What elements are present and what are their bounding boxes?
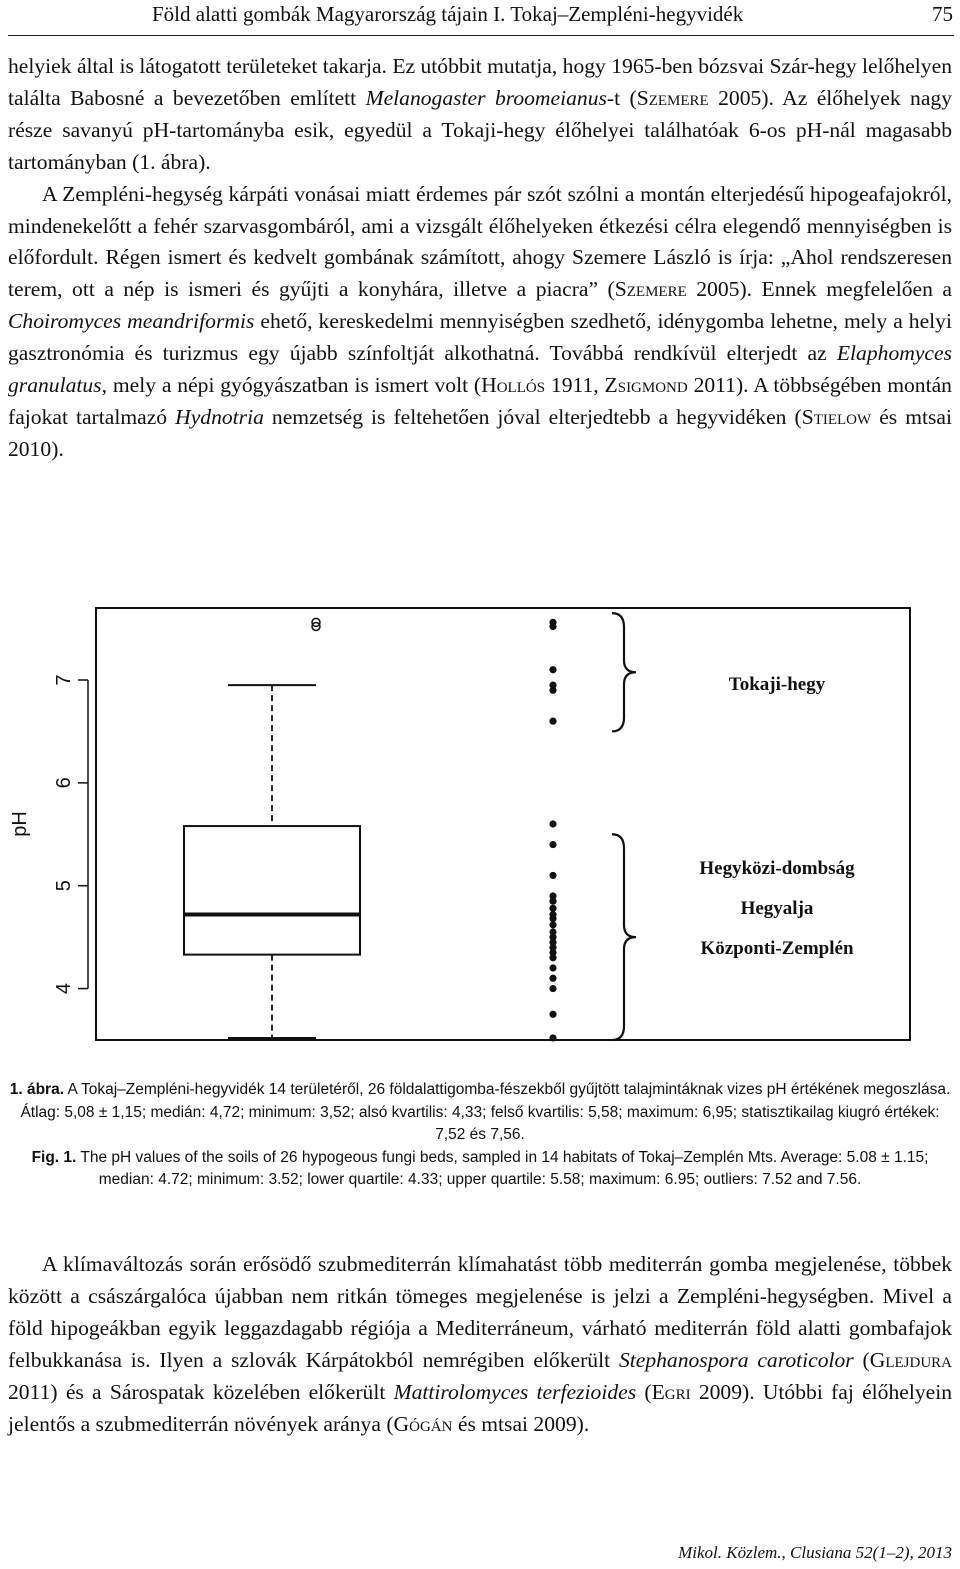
author-citation: Glejdura <box>869 1347 952 1372</box>
boxplot-chart <box>0 604 960 1044</box>
species-name: Mattirolomyces terfezioides <box>393 1379 637 1404</box>
text-run: helyiek által is látogatott területeket takarja. Ez utóbbit mutatja, hogy 1965-ben bózsvai Szár-hegy lelőhelyen találta Babosné a bevezetőben említett <box>8 54 952 110</box>
author-citation: Egri <box>651 1379 691 1404</box>
text-run: A klímaváltozás során erősödő szubmediterrán klímahatást több mediterrán gomba megjelenése, többek között a császárgalóca újabban nem ritkán tömeges megjelenése is jelzi a Zempléni-hegységben. Mivel a föld hipogeákban egyik leggazdagabb régiója a Mediterráneum, várható mediterrán föld alatti gombafajok felbukkanása is. Ilyen a szlovák Kárpátokból nemrégiben előkerült <box>8 1252 952 1372</box>
curly-brace <box>612 613 636 731</box>
text-run: -t ( <box>606 85 637 110</box>
species-name: Melanogaster broomeianus <box>365 85 607 110</box>
author-citation: Szemere <box>614 277 687 302</box>
author-citation: Szemere <box>636 85 709 110</box>
text-run: , mely a népi gyógyászatban is ismert volt ( <box>101 373 482 398</box>
data-point <box>549 954 556 961</box>
data-point <box>549 872 556 879</box>
species-name: Elaphomyces granulatus <box>8 341 952 398</box>
plot-frame <box>96 608 910 1040</box>
author-citation: Zsigmond <box>604 373 688 398</box>
text-run: nemzetség is feltehetően jóval elterjedtebb a hegyvidéken ( <box>263 404 802 429</box>
data-point <box>549 687 556 694</box>
caption-label-hu: 1. ábra. <box>9 1081 64 1098</box>
species-name: Stephanospora caroticolor <box>618 1347 854 1372</box>
text-run: 2009). Utóbbi faj élőhelyein jelentős a szubmediterrán növények aránya ( <box>8 1379 953 1436</box>
data-point <box>549 921 556 928</box>
author-citation: Hollós <box>481 373 546 398</box>
iqr-box <box>184 826 360 955</box>
text-run: ( <box>853 1347 870 1372</box>
y-tick-label: 6 <box>53 777 75 789</box>
text-run: ehető, kereskedelmi mennyiségben szedhető, idénygomba lehetne, mely a helyi gasztronómia és turizmus egy újabb színfoltját alkothatná. Továbbá rendkívül elterjedt az <box>8 309 952 366</box>
group-label: Hegyalja <box>740 898 814 919</box>
y-tick-label: 5 <box>53 880 75 892</box>
group-label: Központi-Zemplén <box>700 938 854 959</box>
y-tick-label: 4 <box>53 983 75 995</box>
text-run: A Zempléni-hegység kárpáti vonásai miatt érdemes pár szót szólni a montán elterjedésű hipogeafajokról, mindenekelőtt a fehér szarvasgombáról, ami a vizsgált élőhelyeken étkezési célra elegendő mennyiségben is előfordult. Régen ismert és kedvelt gombának számított, ahogy Szemere László is írja: „Ahol rendszeresen terem, ott a nép is ismeri és gyűjti a konyhára, illetve a piacra” ( <box>8 181 952 302</box>
caption-label-en: Fig. 1. <box>31 1148 77 1166</box>
running-header <box>0 2 960 32</box>
group-label: Hegyközi-dombság <box>699 858 855 879</box>
data-point <box>549 905 556 912</box>
body-paragraph-2 <box>8 1249 952 1440</box>
data-point <box>549 975 556 982</box>
text-run: 2011). A többségében montán fajokat tartalmazó <box>8 373 952 429</box>
caption-text-en: The pH values of the soils of 26 hypogeous fungi beds, sampled in 14 habitats of Tokaj–Zemplén Mts. Average: 5.08 ± 1.15; median: 4.72; minimum: 3.52; lower quartile: 4.33; upper quartile: 5.58; maximum: 6.95; outliers: 7.52 and 7.56. <box>76 1148 929 1189</box>
data-point <box>549 1034 556 1041</box>
data-point <box>549 820 556 827</box>
y-tick-label: 7 <box>53 674 75 686</box>
figure-1 <box>0 604 960 1044</box>
text-run: 1911, <box>545 373 605 398</box>
data-point <box>549 623 556 630</box>
text-run: 2005). Az élőhelyek nagy része savanyú pH-tartományba esik, egyedül a Tokaji-hegy élőhelyei találhatóak 6-os pH-nál magasabb tartományban (1. ábra). <box>8 85 953 174</box>
curly-brace <box>612 834 636 1040</box>
author-citation: Gógán <box>393 1411 453 1436</box>
text-run: 2005). Ennek megfelelően a <box>686 277 953 302</box>
data-point <box>549 1011 556 1018</box>
y-axis-label: pH <box>9 811 31 837</box>
journal-citation: Mikol. Közlem., Clusiana 52(1–2), 2013 <box>678 1543 952 1562</box>
body-paragraph-1 <box>8 51 952 466</box>
text-run: és mtsai 2010). <box>8 404 952 461</box>
caption-text-hu: A Tokaj–Zempléni-hegyvidék 14 területéről, 26 földalattigomba-fészekből gyűjtött talajmintáknak vizes pH értékének megoszlása. Átlag: 5,08 ± 1,15; medián: 4,72; minimum: 3,52; alsó kvartilis: 4,33; felső kvartilis: 5,58; maximum: 6,95; statisztikailag kiugró értékek: 7,52 és 7,56. <box>20 1081 951 1144</box>
data-point <box>549 841 556 848</box>
figure-caption <box>8 1079 952 1192</box>
data-point <box>549 718 556 725</box>
header-rule <box>8 35 954 36</box>
text-run: 2011) és a Sárospatak közelében előkerült <box>8 1379 394 1404</box>
data-point <box>549 985 556 992</box>
page-number: 75 <box>932 2 953 26</box>
data-point <box>549 915 556 922</box>
running-title: Föld alatti gombák Magyarország tájain I. Tokaj–Zempléni-hegyvidék <box>152 2 744 26</box>
group-label: Tokaji-hegy <box>728 674 826 695</box>
data-point <box>549 898 556 905</box>
genus-name: Hydnotria <box>175 404 264 429</box>
author-citation: Stielow <box>801 404 872 429</box>
species-name: Choiromyces meandriformis <box>8 309 255 334</box>
data-point <box>549 964 556 971</box>
text-run: ( <box>636 1379 652 1404</box>
text-run: és mtsai 2009). <box>452 1411 590 1436</box>
data-point <box>549 666 556 673</box>
